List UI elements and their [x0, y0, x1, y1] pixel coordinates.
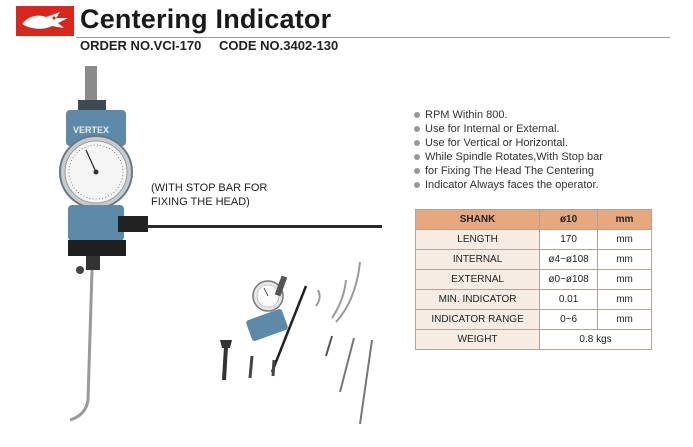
- spec-value: ø0~ø108: [540, 270, 598, 290]
- dial-center: [94, 170, 99, 175]
- feature-item-continuation: for Fixing The Head The Centering: [413, 164, 603, 178]
- spec-unit: mm: [598, 230, 652, 250]
- feature-item: While Spindle Rotates,With Stop bar: [413, 150, 603, 164]
- table-row: [416, 290, 652, 310]
- accessory-kit: [220, 262, 372, 424]
- table-row: [416, 330, 652, 350]
- order-number: ORDER NO.VCI-170: [80, 38, 202, 53]
- spec-unit: mm: [598, 250, 652, 270]
- feature-item: Use for Vertical or Horizontal.: [413, 136, 603, 150]
- spec-label: WEIGHT: [416, 330, 540, 350]
- spec-header-value: ø10: [540, 210, 598, 230]
- spec-label: INDICATOR RANGE: [416, 310, 540, 330]
- spec-unit: mm: [598, 270, 652, 290]
- spec-header-unit: mm: [598, 210, 652, 230]
- shank: [85, 66, 97, 102]
- spec-value: 0.01: [540, 290, 598, 310]
- spec-label: EXTERNAL: [416, 270, 540, 290]
- contact-probe: [70, 270, 92, 420]
- feature-item: RPM Within 800.: [413, 108, 603, 122]
- base-block: [68, 240, 126, 256]
- lower-body: [68, 205, 124, 241]
- page-title: Centering Indicator: [80, 4, 332, 34]
- tip-holder: [86, 256, 100, 270]
- table-row: [416, 230, 652, 250]
- spec-value: 0.8 kgs: [540, 330, 652, 350]
- spec-value: 0~6: [540, 310, 598, 330]
- table-row: [416, 310, 652, 330]
- table-row: [416, 270, 652, 290]
- brand-label: VERTEX: [73, 125, 110, 135]
- lock-screw: [76, 266, 84, 274]
- feature-item-continuation: Indicator Always faces the operator.: [413, 178, 603, 192]
- stop-bar-caption-line2: FIXING THE HEAD): [151, 196, 250, 208]
- code-number: CODE NO.3402-130: [219, 38, 339, 53]
- spec-value: ø4~ø108: [540, 250, 598, 270]
- stop-bar: [146, 225, 382, 228]
- table-row: [416, 250, 652, 270]
- stop-bar-caption-line1: (WITH STOP BAR FOR: [151, 182, 268, 194]
- stop-bar-caption: [151, 181, 267, 209]
- spec-table-header: [416, 210, 652, 230]
- spec-unit: mm: [598, 290, 652, 310]
- feature-list: [413, 108, 603, 192]
- spec-label: INTERNAL: [416, 250, 540, 270]
- spec-table: [415, 209, 652, 350]
- spec-label: MIN. INDICATOR: [416, 290, 540, 310]
- stop-bar-clamp: [118, 216, 148, 232]
- spec-label: LENGTH: [416, 230, 540, 250]
- feature-item: Use for Internal or External.: [413, 122, 603, 136]
- spec-unit: mm: [598, 310, 652, 330]
- spec-value: 170: [540, 230, 598, 250]
- spec-header-label: SHANK: [416, 210, 540, 230]
